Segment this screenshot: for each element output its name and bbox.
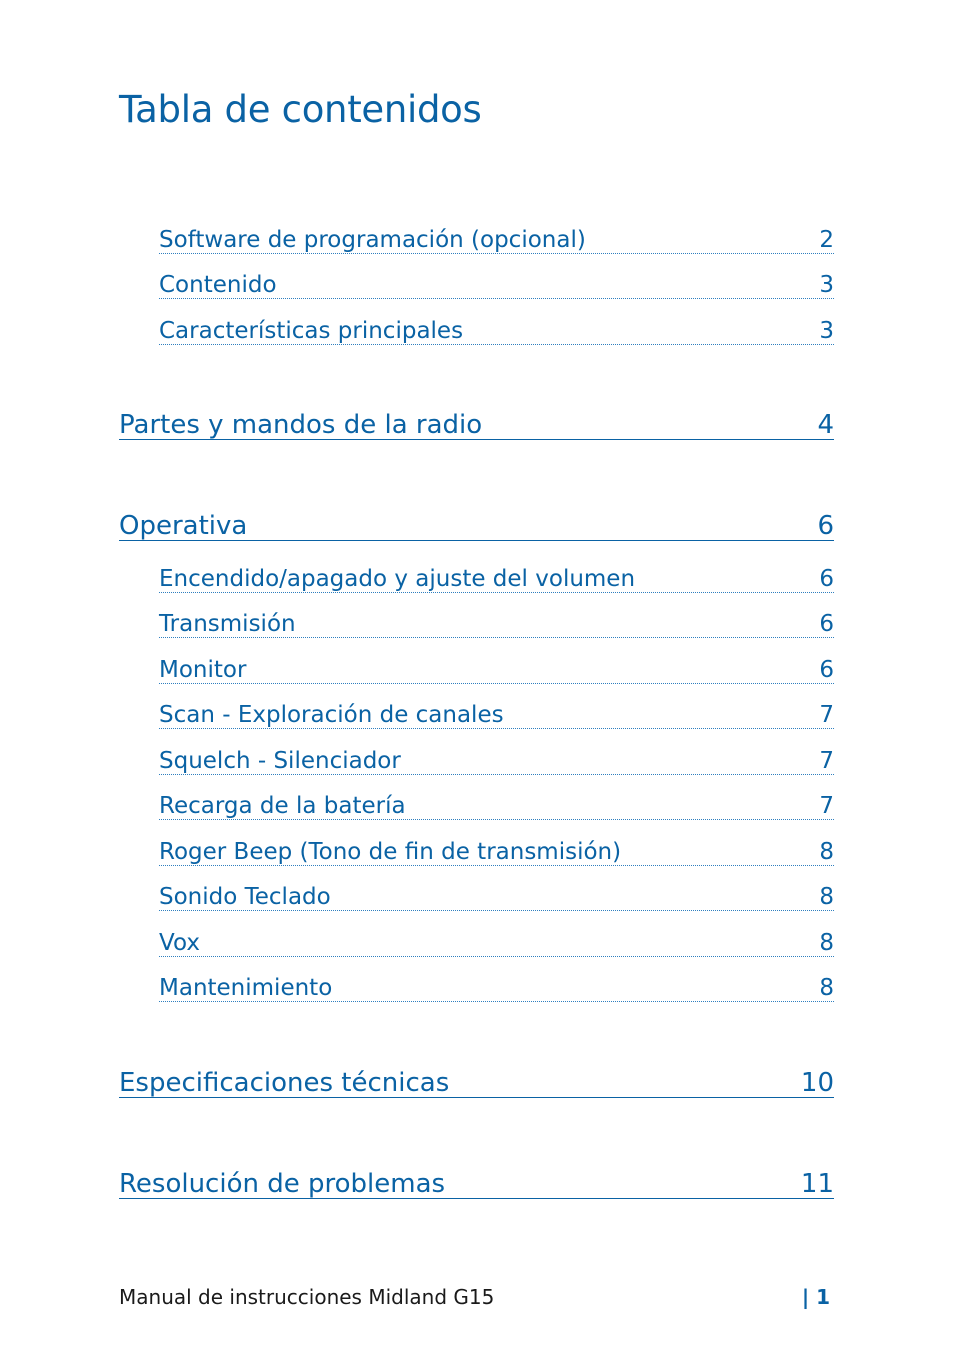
toc-entry-partes[interactable] [119, 402, 834, 440]
footer-page-number: | 1 [801, 1285, 830, 1309]
toc-label: Recarga de la batería [159, 793, 406, 819]
toc-label: Operativa [119, 511, 248, 541]
toc-page: 10 [800, 1068, 834, 1098]
toc-label: Squelch - Silenciador [159, 748, 401, 774]
toc-entry-sonido[interactable] [159, 877, 834, 911]
toc-entry-contenido[interactable] [159, 265, 834, 299]
toc-page: 7 [819, 793, 834, 819]
toc-entry-transmision[interactable] [159, 604, 834, 638]
toc-entry-resolucion[interactable] [119, 1161, 834, 1199]
toc-label: Transmisión [159, 611, 296, 637]
toc-page: 8 [819, 930, 834, 956]
toc-label: Vox [159, 930, 200, 956]
toc-entry-caracteristicas[interactable] [159, 311, 834, 345]
toc-page: 3 [819, 318, 834, 344]
toc-page: 7 [819, 748, 834, 774]
toc-page: 8 [819, 884, 834, 910]
toc-label: Scan - Exploración de canales [159, 702, 504, 728]
toc-page: 6 [819, 657, 834, 683]
toc-label: Características principales [159, 318, 464, 344]
toc-entry-scan[interactable] [159, 695, 834, 729]
toc-label: Especificaciones técnicas [119, 1068, 450, 1098]
toc-page: 6 [817, 511, 834, 541]
toc-label: Partes y mandos de la radio [119, 410, 483, 440]
toc-page: 11 [800, 1169, 834, 1199]
footer-manual-title: Manual de instrucciones Midland G15 [119, 1285, 495, 1309]
toc-entry-monitor[interactable] [159, 650, 834, 684]
toc-page: 8 [819, 975, 834, 1001]
page-title: Tabla de contenidos [119, 88, 482, 131]
toc-label: Software de programación (opcional) [159, 227, 586, 253]
toc-label: Encendido/apagado y ajuste del volumen [159, 566, 636, 592]
toc-entry-squelch[interactable] [159, 741, 834, 775]
toc-entry-software[interactable] [159, 220, 834, 254]
toc-label: Monitor [159, 657, 247, 683]
toc-entry-especificaciones[interactable] [119, 1060, 834, 1098]
toc-page: 6 [819, 566, 834, 592]
toc-entry-mantenimiento[interactable] [159, 968, 834, 1002]
page-footer [119, 1285, 830, 1309]
toc-label: Contenido [159, 272, 277, 298]
toc-entry-operativa[interactable] [119, 503, 834, 541]
toc-entry-recarga[interactable] [159, 786, 834, 820]
toc-entry-vox[interactable] [159, 923, 834, 957]
toc-label: Mantenimiento [159, 975, 333, 1001]
toc-entry-roger[interactable] [159, 832, 834, 866]
toc-page: 7 [819, 702, 834, 728]
toc-label: Resolución de problemas [119, 1169, 446, 1199]
toc-page: 4 [817, 410, 834, 440]
toc-entry-encendido[interactable] [159, 559, 834, 593]
toc-page: 8 [819, 839, 834, 865]
toc-label: Sonido Teclado [159, 884, 331, 910]
toc-page: 3 [819, 272, 834, 298]
toc-page: 6 [819, 611, 834, 637]
toc-page: 2 [819, 227, 834, 253]
toc-label: Roger Beep (Tono de fin de transmisión) [159, 839, 622, 865]
